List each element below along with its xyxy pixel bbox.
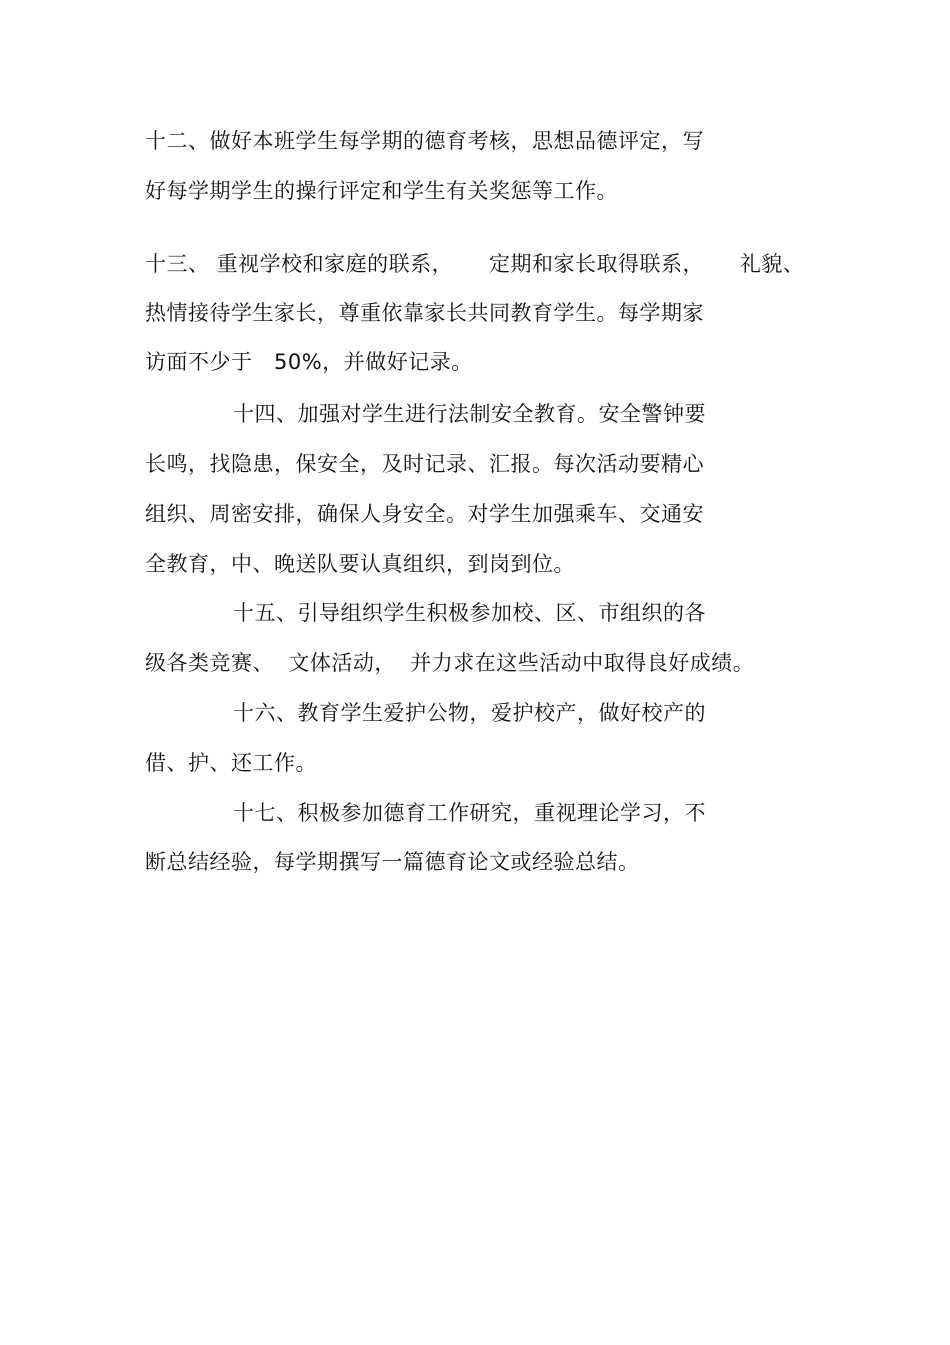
text-line: 好每学期学生的操行评定和学生有关奖惩等工作。 bbox=[145, 179, 618, 203]
text-line: 借、护、还工作。 bbox=[145, 751, 317, 775]
text-line: 访面不少于 50%，并做好记录。 bbox=[145, 350, 473, 374]
text-line: 全教育，中、晚送队要认真组织，到岗到位。 bbox=[145, 552, 575, 576]
text-line: 组织、周密安排，确保人身安全。对学生加强乘车、交通安 bbox=[145, 502, 704, 526]
text-line: 十六、教育学生爱护公物，爱护校产，做好校产的 bbox=[233, 701, 706, 725]
text-line: 十七、积极参加德育工作研究，重视理论学习，不 bbox=[233, 801, 706, 825]
text-line: 级各类竞赛、 文体活动， 并力求在这些活动中取得良好成绩。 bbox=[145, 651, 755, 675]
text-line: 热情接待学生家长，尊重依靠家长共同教育学生。每学期家 bbox=[145, 301, 704, 325]
text-line: 十二、做好本班学生每学期的德育考核，思想品德评定，写 bbox=[145, 129, 704, 153]
text-line: 断总结经验，每学期撰写一篇德育论文或经验总结。 bbox=[145, 850, 640, 874]
text-line: 长鸣，找隐患，保安全，及时记录、汇报。每次活动要精心 bbox=[145, 452, 704, 476]
text-line: 十五、引导组织学生积极参加校、区、市组织的各 bbox=[233, 601, 706, 625]
text-line: 十三、 重视学校和家庭的联系， 定期和家长取得联系， 礼貌、 bbox=[145, 252, 805, 276]
text-line: 十四、加强对学生进行法制安全教育。安全警钟要 bbox=[233, 402, 706, 426]
